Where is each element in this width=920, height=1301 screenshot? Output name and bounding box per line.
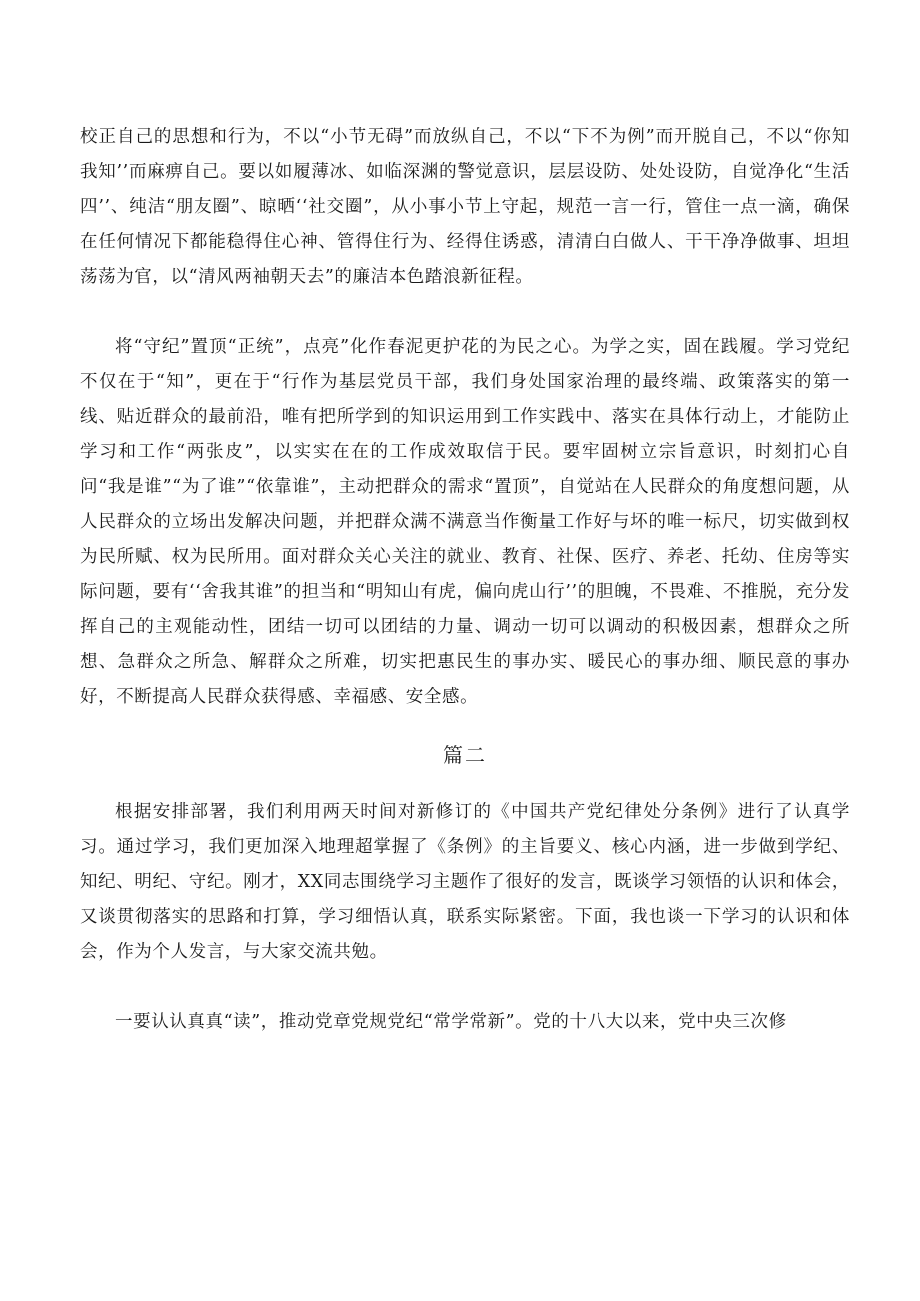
paragraph-gap	[80, 295, 850, 330]
paragraph-3: 根据安排部署，我们利用两天时间对新修订的《中国共产党纪律处分条例》进行了认真学习。通过学习，我们更加深入地理超掌握了《条例》的主旨要义、核心内涵，进一步做到学纪、知纪、明纪、守纪。刚才，XX同志围绕学习主题作了很好的发言，既谈学习领悟的认识和体会，又谈贯彻落实的思路和打算，学习细悟认真，联系实际紧密。下面，我也谈一下学习的认识和体会，作为个人发言，与大家交流共勉。	[80, 802, 850, 962]
paragraph-2: 将“守纪”置顶“正统”，点亮”化作春泥更护花的为民之心。为学之实，固在践履。学习党纪不仅在于“知”，更在于“行作为基层党员干部，我们身处国家治理的最终端、政策落实的第一线、贴近群众的最前沿，唯有把所学到的知识运用到工作实践中、落实在具体行动上，才能防止学习和工作“两张皮”，以实实在在的工作成效取信于民。要牢固树立宗旨意识，时刻扪心自问“我是谁”“为了谁”“依靠谁”，主动把群众的需求“置顶”，自觉站在人民群众的角度想问题，从人民群众的立场出发解决问题，并把群众满不满意当作衡量工作好与坏的唯一标尺，切实做到权为民所赋、权为民所用。面对群众关心关注的就业、教育、社保、医疗、养老、托幼、住房等实际问题，要有‘‘舍我其谁”的担当和“明知山有虎，偏向虎山行’’的胆魄，不畏难、不推脱，充分发挥自己的主观能动性，团结一切可以团结的力量、调动一切可以调动的积极因素，想群众之所想、急群众之所急、解群众之所难，切实把惠民生的事办实、暖民心的事办细、顺民意的事办好，不断提高人民群众获得感、幸福感、安全感。	[80, 337, 850, 707]
document-page	[80, 120, 850, 1040]
section-heading: 篇二	[443, 743, 487, 767]
section-gap	[80, 715, 850, 735]
paragraph-4: 一要认认真真“读”，推动党章党规党纪“常学常新”。党的十八大以来，党中央三次修	[115, 1012, 787, 1032]
paragraph-1: 校正自己的思想和行为，不以“小节无碍”而放纵自己，不以“下不为例”而开脱自己，不以“你知我知’’而麻痹自己。要以如履薄冰、如临深渊的警觉意识，层层设防、处处设防，自觉净化“生活四’’、纯洁“朋友圈”、晾晒‘‘社交圈”，从小事小节上守起，规范一言一行，管住一点一滴，确保在任何情况下都能稳得住心神、管得住行为、经得住诱惑，清清白白做人、干干净净做事、坦坦荡荡为官，以“清风两袖朝天去”的廉洁本色踏浪新征程。	[80, 127, 850, 287]
section-gap	[80, 775, 850, 795]
paragraph-gap	[80, 970, 850, 1005]
